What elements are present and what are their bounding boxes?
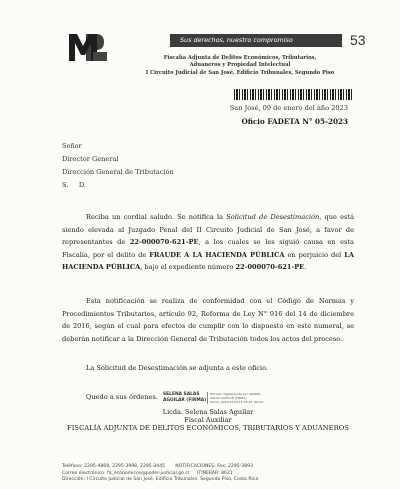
p1-text-e: , a los cuales se les siguió causa en esta Fiscalía, por el delito de [62,238,354,259]
p1-doc-type: Solicitud de Desestimación [226,213,320,221]
contact-footer [62,464,258,484]
page-number: 53 [350,32,366,48]
p1-text-g: en perjuicio del [284,250,345,259]
document-date: San José, 09 de enero del año 2023 [229,104,348,112]
signer-title: Fiscal Auxiliar [184,416,232,424]
footer-phones: Teléfono: 2295-4868, 2295-3998, 2295-3445 NOTIFICACIONES: Fax: 2295-3893 [62,464,254,469]
digital-signature-details [207,392,264,404]
digital-signature-name [163,392,206,404]
sig-line-2: AGUILAR (FIRMA) [163,398,207,403]
paragraph-2: Esta notificación se realiza de conformidad con el Código de Normas y Procedimientos Tributarios, artículo 92, Reforma de Ley N° 916 del 14 de diciembre de 2016, según el cual para efectos de cumplir con lo dispuesto en este numeral, se deberán notificar a la Dirección General de Tributación todos los actos del proceso. [62,297,354,343]
office-line-1: Fiscalía Adjunta de Delitos Económicos, Tributarios, [163,55,317,61]
footer-email: Correo electrónico: fa_economicos@poder-judicial.go.cr ITINERAR: 8621 [62,470,233,476]
addressee-block [62,140,174,192]
paragraph-1 [62,211,354,274]
signer-name: Licda. Selena Salas Aguilar [162,408,254,416]
sig-line-1: SELENA SALAS [163,392,200,397]
office-line-2: Aduaneros y Propiedad Intelectual [189,62,291,69]
p1-file-number: 22-000070-621-PE [235,263,305,271]
footer-address: Dirección: I Circuito Judicial de San José, Edificio Tribunales, Segundo Piso, Costa Rica [62,477,259,483]
signer-office: FISCALÍA ADJUNTA DE DELITOS ECONÓMICOS, TRIBUTARIOS Y ADUANEROS [67,424,349,432]
ministerio-publico-logo [66,28,108,66]
digital-line-2: SALAS AGUILAR (FIRMA) [210,396,247,400]
addressee-title: Director General [62,155,119,163]
office-header [140,55,340,77]
p1-text-c: , que está siendo elevada al Juzgado Penal del II Circuito Judicial de San José, a favor de representantes de [62,213,354,246]
digital-line-3: Fecha: 2023.01.09 11:03:45 -06'00' [210,400,264,404]
closing-text: Quedo a sus órdenes. [86,393,158,401]
addressee-institution: Dirección General de Tributación [62,168,174,176]
oficio-number: Oficio FADETA N° 05-2023 [241,117,348,126]
p1-victim: LA HACIENDA PÚBLICA [62,250,354,271]
addressee-salutation: Señor [62,142,82,150]
p1-text-k: . [304,263,307,271]
p1-offense: FRAUDE A LA HACIENDA PÚBLICA [149,250,285,259]
addressee-sd: S. D. [62,181,87,189]
paragraph-3: La Solicitud de Desestimación se adjunta a este oficio. [86,364,269,372]
digital-line-1: Firmado digitalmente por SELENA [210,392,261,396]
p1-text-i: , bajo el expediente número [140,263,236,271]
p1-text-a: Reciba un cordial saludo. Se notifica la [86,213,227,221]
office-line-3: I Circuito Judicial de San José, Edificio Tribunales, Segundo Piso [145,69,335,76]
slogan-banner: Sus derechos, nuestro compromiso [170,34,342,47]
signer-block [62,408,354,432]
p1-case-number: 22-000070-621-PE [129,238,199,246]
barcode [234,89,352,100]
